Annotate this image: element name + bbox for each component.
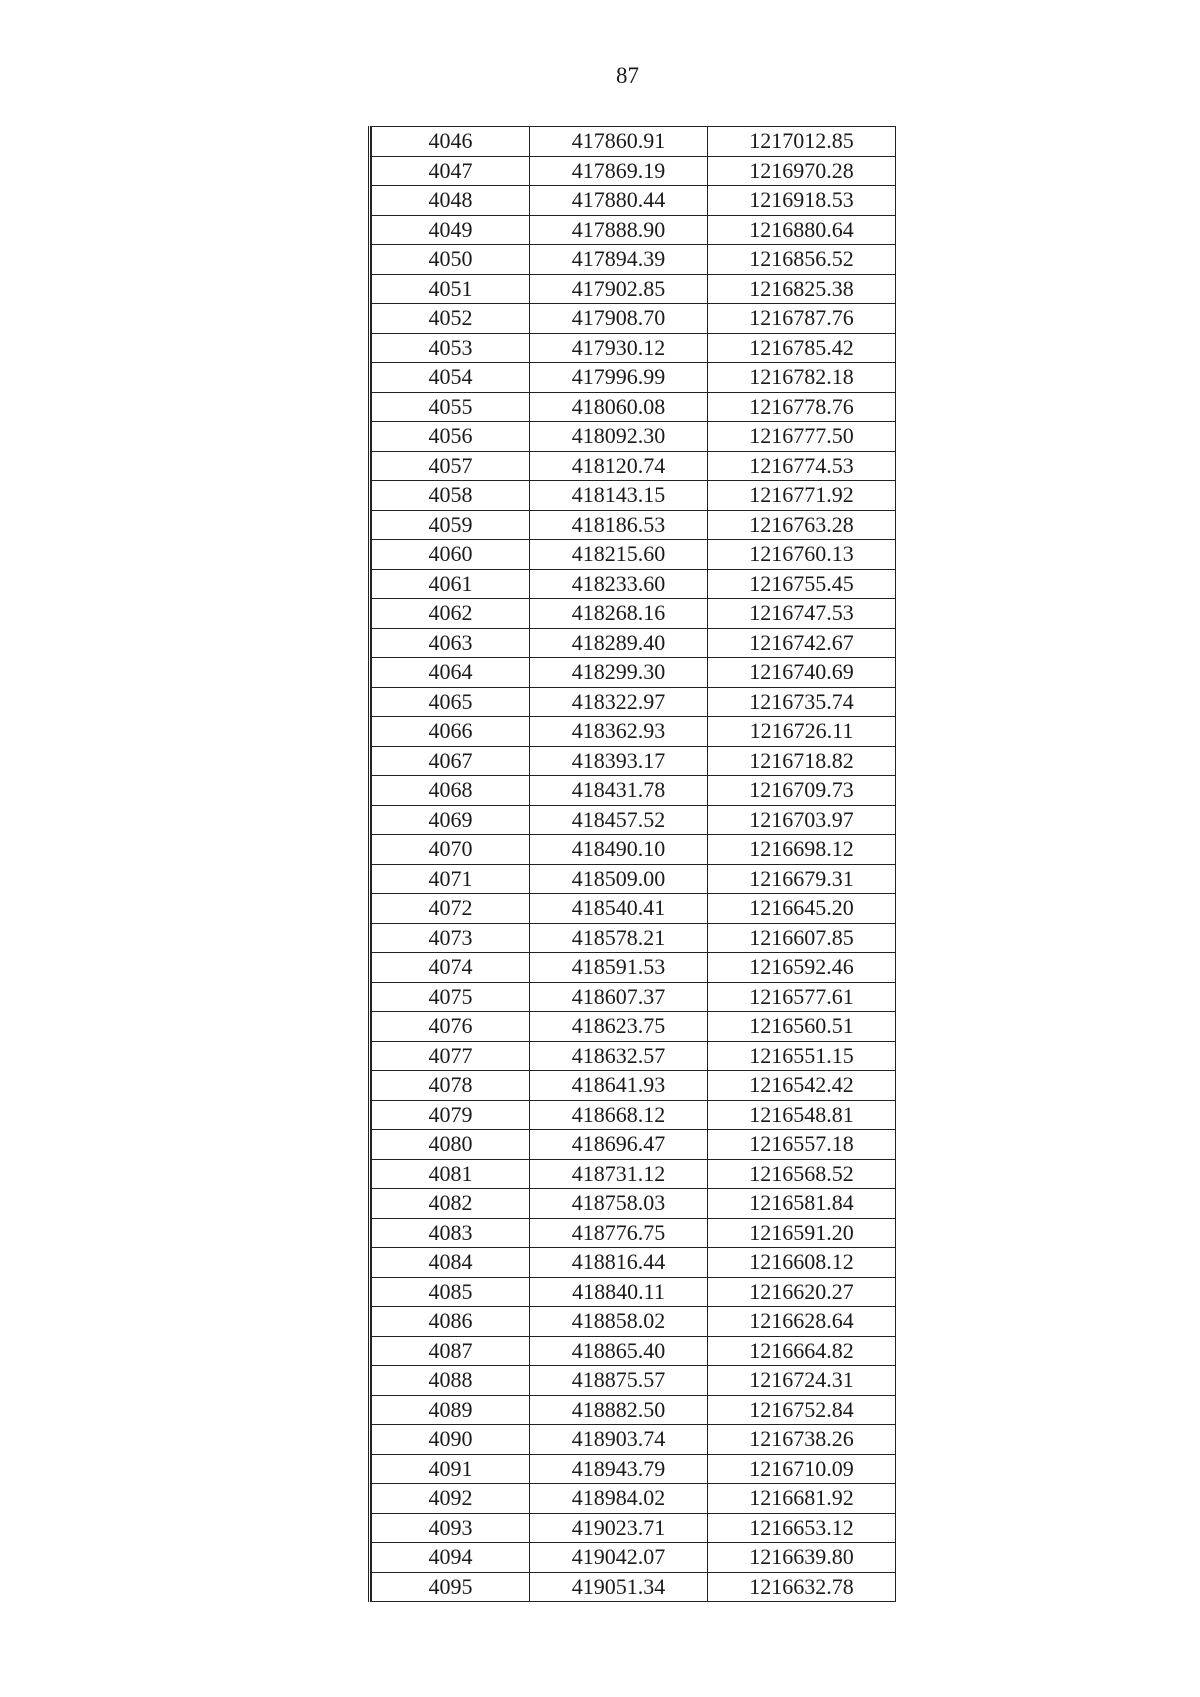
- y-coordinate-cell: 1216709.73: [708, 776, 896, 806]
- y-coordinate-cell: 1216782.18: [708, 363, 896, 393]
- point-number-cell: 4089: [372, 1395, 530, 1425]
- table-row: [372, 1572, 896, 1602]
- x-coordinate-cell: 418882.50: [530, 1395, 708, 1425]
- x-coordinate-cell: 418696.47: [530, 1130, 708, 1160]
- x-coordinate-cell: 418092.30: [530, 422, 708, 452]
- point-number-cell: 4069: [372, 805, 530, 835]
- x-coordinate-cell: 417860.91: [530, 127, 708, 157]
- table-row: [372, 1012, 896, 1042]
- point-number-cell: 4057: [372, 451, 530, 481]
- x-coordinate-cell: 419051.34: [530, 1572, 708, 1602]
- y-coordinate-cell: 1216778.76: [708, 392, 896, 422]
- table-row: [372, 923, 896, 953]
- y-coordinate-cell: 1217012.85: [708, 127, 896, 157]
- y-coordinate-cell: 1216742.67: [708, 628, 896, 658]
- point-number-cell: 4059: [372, 510, 530, 540]
- x-coordinate-cell: 418120.74: [530, 451, 708, 481]
- point-number-cell: 4092: [372, 1484, 530, 1514]
- table-row: [372, 1277, 896, 1307]
- table-row: [372, 1336, 896, 1366]
- point-number-cell: 4068: [372, 776, 530, 806]
- point-number-cell: 4083: [372, 1218, 530, 1248]
- table-row: [372, 835, 896, 865]
- table-row: [372, 274, 896, 304]
- y-coordinate-cell: 1216608.12: [708, 1248, 896, 1278]
- point-number-cell: 4049: [372, 215, 530, 245]
- point-number-cell: 4082: [372, 1189, 530, 1219]
- table-row: [372, 658, 896, 688]
- table-row: [372, 392, 896, 422]
- point-number-cell: 4066: [372, 717, 530, 747]
- point-number-cell: 4054: [372, 363, 530, 393]
- table-row: [372, 1189, 896, 1219]
- y-coordinate-cell: 1216703.97: [708, 805, 896, 835]
- y-coordinate-cell: 1216752.84: [708, 1395, 896, 1425]
- x-coordinate-cell: 418268.16: [530, 599, 708, 629]
- y-coordinate-cell: 1216698.12: [708, 835, 896, 865]
- point-number-cell: 4055: [372, 392, 530, 422]
- point-number-cell: 4095: [372, 1572, 530, 1602]
- point-number-cell: 4094: [372, 1543, 530, 1573]
- point-number-cell: 4061: [372, 569, 530, 599]
- y-coordinate-cell: 1216681.92: [708, 1484, 896, 1514]
- table-row: [372, 333, 896, 363]
- table-row: [372, 864, 896, 894]
- table-row: [372, 953, 896, 983]
- table-row: [372, 510, 896, 540]
- y-coordinate-cell: 1216591.20: [708, 1218, 896, 1248]
- y-coordinate-cell: 1216724.31: [708, 1366, 896, 1396]
- table-row: [372, 1454, 896, 1484]
- coordinate-table-container: [368, 126, 896, 1602]
- point-number-cell: 4077: [372, 1041, 530, 1071]
- table-row: [372, 599, 896, 629]
- table-row: [372, 805, 896, 835]
- x-coordinate-cell: 419042.07: [530, 1543, 708, 1573]
- point-number-cell: 4093: [372, 1513, 530, 1543]
- y-coordinate-cell: 1216551.15: [708, 1041, 896, 1071]
- x-coordinate-cell: 418607.37: [530, 982, 708, 1012]
- x-coordinate-cell: 418490.10: [530, 835, 708, 865]
- table-row: [372, 1543, 896, 1573]
- table-row: [372, 687, 896, 717]
- point-number-cell: 4086: [372, 1307, 530, 1337]
- table-row: [372, 245, 896, 275]
- point-number-cell: 4052: [372, 304, 530, 334]
- x-coordinate-cell: 417894.39: [530, 245, 708, 275]
- table-row: [372, 894, 896, 924]
- x-coordinate-cell: 418865.40: [530, 1336, 708, 1366]
- x-coordinate-cell: 418641.93: [530, 1071, 708, 1101]
- table-row: [372, 156, 896, 186]
- table-row: [372, 717, 896, 747]
- y-coordinate-cell: 1216738.26: [708, 1425, 896, 1455]
- table-row: [372, 1484, 896, 1514]
- x-coordinate-cell: 418233.60: [530, 569, 708, 599]
- table-row: [372, 363, 896, 393]
- y-coordinate-cell: 1216577.61: [708, 982, 896, 1012]
- x-coordinate-cell: 418984.02: [530, 1484, 708, 1514]
- y-coordinate-cell: 1216548.81: [708, 1100, 896, 1130]
- y-coordinate-cell: 1216628.64: [708, 1307, 896, 1337]
- table-row: [372, 127, 896, 157]
- y-coordinate-cell: 1216771.92: [708, 481, 896, 511]
- point-number-cell: 4070: [372, 835, 530, 865]
- point-number-cell: 4046: [372, 127, 530, 157]
- x-coordinate-cell: 418578.21: [530, 923, 708, 953]
- table-row: [372, 1366, 896, 1396]
- y-coordinate-cell: 1216710.09: [708, 1454, 896, 1484]
- table-row: [372, 1513, 896, 1543]
- x-coordinate-cell: 419023.71: [530, 1513, 708, 1543]
- x-coordinate-cell: 418431.78: [530, 776, 708, 806]
- point-number-cell: 4056: [372, 422, 530, 452]
- y-coordinate-cell: 1216592.46: [708, 953, 896, 983]
- table-row: [372, 982, 896, 1012]
- point-number-cell: 4067: [372, 746, 530, 776]
- y-coordinate-cell: 1216825.38: [708, 274, 896, 304]
- y-coordinate-cell: 1216856.52: [708, 245, 896, 275]
- y-coordinate-cell: 1216760.13: [708, 540, 896, 570]
- y-coordinate-cell: 1216774.53: [708, 451, 896, 481]
- table-row: [372, 1425, 896, 1455]
- x-coordinate-cell: 418393.17: [530, 746, 708, 776]
- x-coordinate-cell: 418143.15: [530, 481, 708, 511]
- table-row: [372, 1130, 896, 1160]
- point-number-cell: 4078: [372, 1071, 530, 1101]
- point-number-cell: 4064: [372, 658, 530, 688]
- x-coordinate-cell: 417888.90: [530, 215, 708, 245]
- table-row: [372, 1307, 896, 1337]
- y-coordinate-cell: 1216918.53: [708, 186, 896, 216]
- point-number-cell: 4084: [372, 1248, 530, 1278]
- point-number-cell: 4081: [372, 1159, 530, 1189]
- table-row: [372, 304, 896, 334]
- point-number-cell: 4071: [372, 864, 530, 894]
- point-number-cell: 4074: [372, 953, 530, 983]
- table-row: [372, 1248, 896, 1278]
- x-coordinate-cell: 418668.12: [530, 1100, 708, 1130]
- coordinate-table-body: [372, 127, 896, 1602]
- point-number-cell: 4080: [372, 1130, 530, 1160]
- table-row: [372, 569, 896, 599]
- y-coordinate-cell: 1216620.27: [708, 1277, 896, 1307]
- y-coordinate-cell: 1216607.85: [708, 923, 896, 953]
- table-row: [372, 776, 896, 806]
- x-coordinate-cell: 418215.60: [530, 540, 708, 570]
- point-number-cell: 4047: [372, 156, 530, 186]
- coordinate-table: [371, 126, 896, 1602]
- y-coordinate-cell: 1216763.28: [708, 510, 896, 540]
- x-coordinate-cell: 418186.53: [530, 510, 708, 540]
- y-coordinate-cell: 1216718.82: [708, 746, 896, 776]
- table-row: [372, 628, 896, 658]
- y-coordinate-cell: 1216747.53: [708, 599, 896, 629]
- x-coordinate-cell: 418943.79: [530, 1454, 708, 1484]
- x-coordinate-cell: 418632.57: [530, 1041, 708, 1071]
- point-number-cell: 4079: [372, 1100, 530, 1130]
- table-row: [372, 1100, 896, 1130]
- x-coordinate-cell: 417930.12: [530, 333, 708, 363]
- y-coordinate-cell: 1216664.82: [708, 1336, 896, 1366]
- x-coordinate-cell: 418322.97: [530, 687, 708, 717]
- x-coordinate-cell: 418858.02: [530, 1307, 708, 1337]
- page-number: 87: [616, 63, 639, 88]
- x-coordinate-cell: 417902.85: [530, 274, 708, 304]
- point-number-cell: 4063: [372, 628, 530, 658]
- y-coordinate-cell: 1216726.11: [708, 717, 896, 747]
- y-coordinate-cell: 1216787.76: [708, 304, 896, 334]
- x-coordinate-cell: 418457.52: [530, 805, 708, 835]
- point-number-cell: 4085: [372, 1277, 530, 1307]
- x-coordinate-cell: 418776.75: [530, 1218, 708, 1248]
- table-row: [372, 1218, 896, 1248]
- table-row: [372, 746, 896, 776]
- x-coordinate-cell: 418623.75: [530, 1012, 708, 1042]
- y-coordinate-cell: 1216581.84: [708, 1189, 896, 1219]
- x-coordinate-cell: 417869.19: [530, 156, 708, 186]
- y-coordinate-cell: 1216740.69: [708, 658, 896, 688]
- table-row: [372, 1071, 896, 1101]
- x-coordinate-cell: 418903.74: [530, 1425, 708, 1455]
- y-coordinate-cell: 1216560.51: [708, 1012, 896, 1042]
- x-coordinate-cell: 417908.70: [530, 304, 708, 334]
- y-coordinate-cell: 1216639.80: [708, 1543, 896, 1573]
- table-row: [372, 451, 896, 481]
- x-coordinate-cell: 418758.03: [530, 1189, 708, 1219]
- x-coordinate-cell: 418875.57: [530, 1366, 708, 1396]
- table-row: [372, 422, 896, 452]
- y-coordinate-cell: 1216653.12: [708, 1513, 896, 1543]
- x-coordinate-cell: 417996.99: [530, 363, 708, 393]
- y-coordinate-cell: 1216542.42: [708, 1071, 896, 1101]
- y-coordinate-cell: 1216557.18: [708, 1130, 896, 1160]
- table-row: [372, 186, 896, 216]
- y-coordinate-cell: 1216777.50: [708, 422, 896, 452]
- point-number-cell: 4076: [372, 1012, 530, 1042]
- x-coordinate-cell: 418540.41: [530, 894, 708, 924]
- y-coordinate-cell: 1216679.31: [708, 864, 896, 894]
- point-number-cell: 4053: [372, 333, 530, 363]
- x-coordinate-cell: 418840.11: [530, 1277, 708, 1307]
- y-coordinate-cell: 1216755.45: [708, 569, 896, 599]
- point-number-cell: 4091: [372, 1454, 530, 1484]
- point-number-cell: 4062: [372, 599, 530, 629]
- y-coordinate-cell: 1216970.28: [708, 156, 896, 186]
- point-number-cell: 4087: [372, 1336, 530, 1366]
- point-number-cell: 4060: [372, 540, 530, 570]
- point-number-cell: 4058: [372, 481, 530, 511]
- y-coordinate-cell: 1216735.74: [708, 687, 896, 717]
- x-coordinate-cell: 418509.00: [530, 864, 708, 894]
- point-number-cell: 4090: [372, 1425, 530, 1455]
- x-coordinate-cell: 418362.93: [530, 717, 708, 747]
- table-row: [372, 1159, 896, 1189]
- table-row: [372, 215, 896, 245]
- x-coordinate-cell: 418816.44: [530, 1248, 708, 1278]
- point-number-cell: 4051: [372, 274, 530, 304]
- x-coordinate-cell: 418591.53: [530, 953, 708, 983]
- y-coordinate-cell: 1216785.42: [708, 333, 896, 363]
- table-row: [372, 540, 896, 570]
- table-row: [372, 1395, 896, 1425]
- point-number-cell: 4048: [372, 186, 530, 216]
- point-number-cell: 4073: [372, 923, 530, 953]
- y-coordinate-cell: 1216645.20: [708, 894, 896, 924]
- x-coordinate-cell: 417880.44: [530, 186, 708, 216]
- y-coordinate-cell: 1216632.78: [708, 1572, 896, 1602]
- point-number-cell: 4075: [372, 982, 530, 1012]
- y-coordinate-cell: 1216880.64: [708, 215, 896, 245]
- x-coordinate-cell: 418299.30: [530, 658, 708, 688]
- point-number-cell: 4072: [372, 894, 530, 924]
- point-number-cell: 4088: [372, 1366, 530, 1396]
- table-row: [372, 1041, 896, 1071]
- x-coordinate-cell: 418731.12: [530, 1159, 708, 1189]
- x-coordinate-cell: 418060.08: [530, 392, 708, 422]
- point-number-cell: 4065: [372, 687, 530, 717]
- point-number-cell: 4050: [372, 245, 530, 275]
- x-coordinate-cell: 418289.40: [530, 628, 708, 658]
- y-coordinate-cell: 1216568.52: [708, 1159, 896, 1189]
- table-row: [372, 481, 896, 511]
